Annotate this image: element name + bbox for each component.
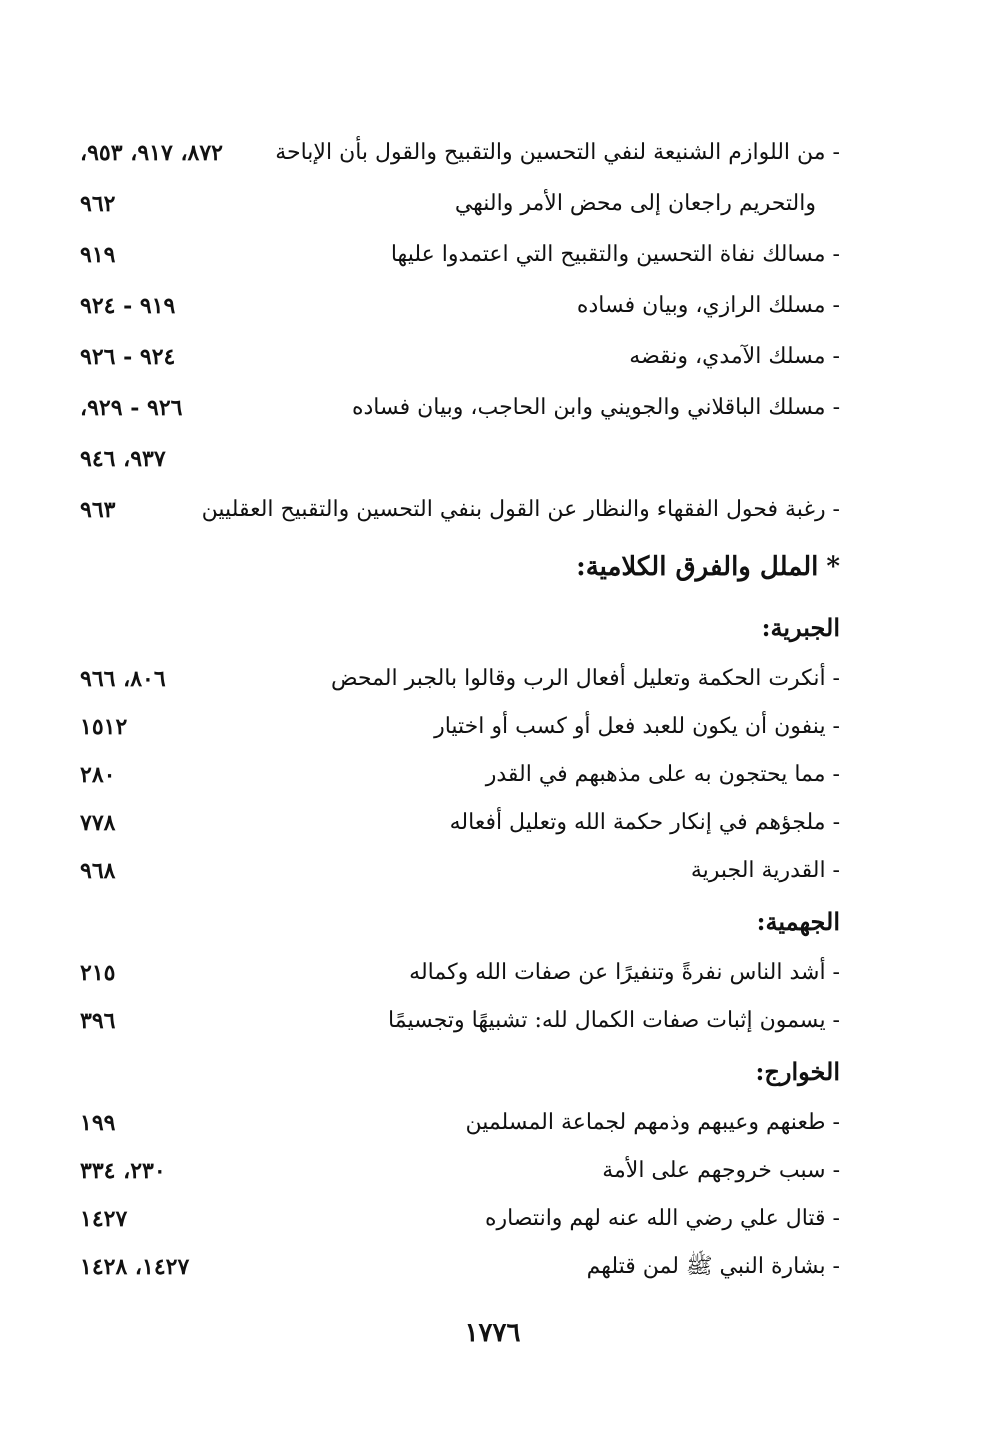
entry-text: والتحريم راجعان إلى محض الأمر والنهي (454, 191, 816, 216)
asterisk-icon: * (826, 552, 840, 582)
index-entry (80, 760, 840, 808)
group-heading-jabriyya: الجبرية: (761, 613, 840, 642)
index-entry-continuation (80, 444, 840, 495)
entry-pages: ٨٠٦، ٩٦٦ (80, 666, 166, 692)
index-entry (80, 712, 840, 760)
index-entry (80, 342, 840, 393)
entry-text: - سبب خروجهم على الأمة (602, 1158, 840, 1183)
entry-text: - قتال علي رضي الله عنه لهم وانتصاره (485, 1206, 840, 1231)
index-entry (80, 1108, 840, 1156)
index-entry (80, 291, 840, 342)
entry-pages: ٩١٩ - ٩٢٤ (80, 293, 176, 319)
entry-pages: ٩٦٢ (80, 191, 116, 217)
entry-pages: ٩٢٤ - ٩٢٦ (80, 344, 176, 370)
entry-text: - ملجؤهم في إنكار حكمة الله وتعليل أفعاله (449, 810, 840, 835)
index-entry (80, 1204, 840, 1252)
entry-text: - مسالك نفاة التحسين والتقبيح التي اعتمدوا عليها (390, 242, 840, 267)
entry-text: - طعنهم وعيبهم وذمهم لجماعة المسلمين (465, 1110, 840, 1135)
entry-text: - ينفون أن يكون للعبد فعل أو كسب أو اختيار (434, 714, 840, 739)
index-entry (80, 856, 840, 904)
entry-text: - أنكرت الحكمة وتعليل أفعال الرب وقالوا بالجبر المحض (330, 666, 840, 691)
entry-text: - بشارة النبي ﷺ لمن قتلهم (586, 1254, 840, 1279)
index-entry (80, 808, 840, 856)
index-entry (80, 1156, 840, 1204)
entry-pages: ٩٣٧، ٩٤٦ (80, 446, 166, 472)
entry-text: - يسمون إثبات صفات الكمال لله: تشبيهًا وتجسيمًا (388, 1008, 840, 1033)
entry-text: - مسلك الرازي، وبيان فساده (576, 293, 840, 318)
entry-pages: ٩٦٣ (80, 497, 116, 523)
index-entry (80, 495, 840, 546)
index-entry (80, 189, 840, 240)
entry-pages: ٩٢٦ - ٩٢٩، (80, 395, 183, 421)
entry-pages: ٣٩٦ (80, 1008, 116, 1034)
entry-pages: ٩١٩ (80, 242, 116, 268)
entry-pages: ٨٧٢، ٩١٧، ٩٥٣، (80, 140, 223, 166)
index-page (80, 138, 840, 1300)
entry-pages: ٢١٥ (80, 960, 116, 986)
entry-pages: ١٤٢٧، ١٤٢٨ (80, 1254, 190, 1280)
index-entry (80, 1006, 840, 1054)
index-entry (80, 240, 840, 291)
entry-pages: ١٤٢٧ (80, 1206, 128, 1232)
group-heading-khawarij: الخوارج: (755, 1057, 840, 1086)
entry-pages: ٢٣٠، ٣٣٤ (80, 1158, 166, 1184)
section-heading (80, 550, 840, 610)
entry-text: - مما يحتجون به على مذهبهم في القدر (485, 762, 840, 787)
entry-text: - رغبة فحول الفقهاء والنظار عن القول بنفي التحسين والتقبيح العقليين (201, 497, 840, 522)
index-entry (80, 958, 840, 1006)
page-number: ١٧٧٦ (464, 1318, 521, 1348)
entry-text: - القدرية الجبرية (690, 858, 840, 883)
entry-text: - مسلك الباقلاني والجويني وابن الحاجب، وبيان فساده (351, 395, 840, 420)
entry-text: - من اللوازم الشنيعة لنفي التحسين والتقبيح والقول بأن الإباحة (275, 140, 840, 165)
entry-pages: ٢٨٠ (80, 762, 116, 788)
index-entry (80, 393, 840, 444)
group-heading-jahmiyya: الجهمية: (756, 907, 840, 936)
entry-text: - أشد الناس نفرةً وتنفيرًا عن صفات الله وكماله (409, 960, 840, 985)
index-entry (80, 1252, 840, 1300)
entry-pages: ٧٧٨ (80, 810, 116, 836)
entry-text: - مسلك الآمدي، ونقضه (629, 344, 840, 369)
entry-pages: ١٥١٢ (80, 714, 128, 740)
index-entry (80, 664, 840, 712)
index-entry (80, 138, 840, 189)
entry-pages: ١٩٩ (80, 1110, 116, 1136)
entry-pages: ٩٦٨ (80, 858, 116, 884)
section-heading-text: الملل والفرق الكلامية: (576, 552, 819, 582)
